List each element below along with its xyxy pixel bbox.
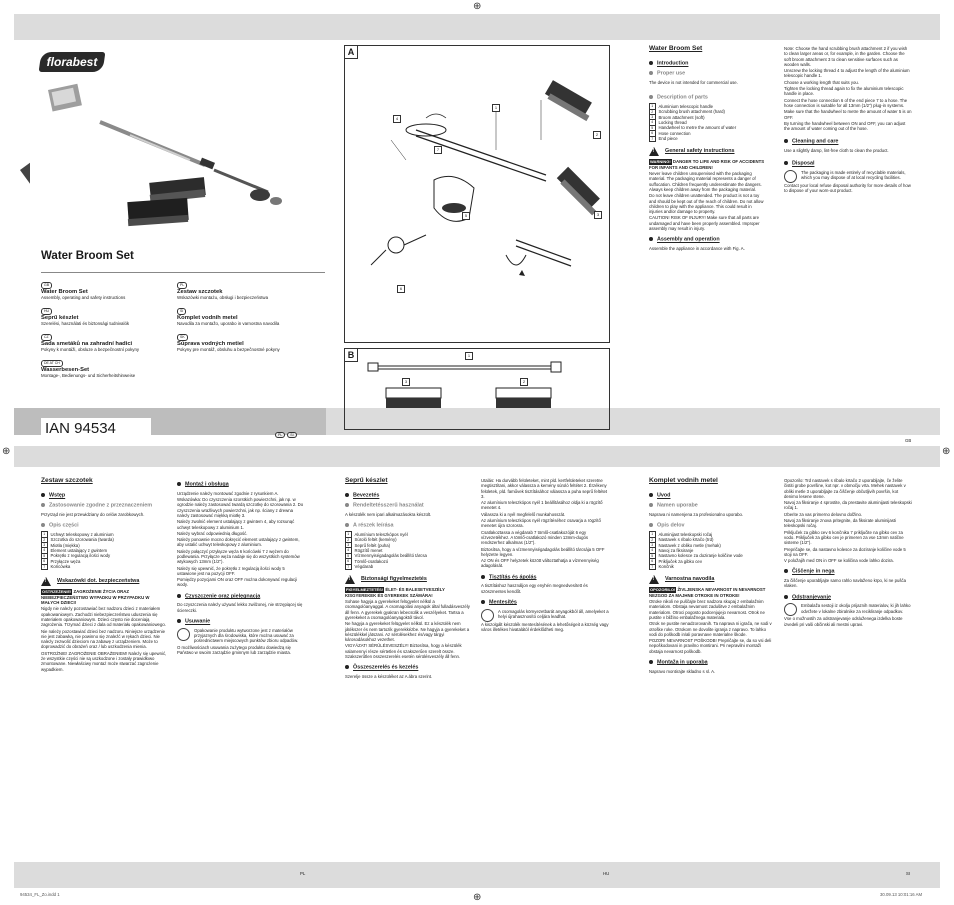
pl-step-4: Należy połączyć przyłącze węża 6 końcówki 7 z wężem do podlewania. Przyłącze węża nadaje się do wszystkich systemów wtykowych 13mm (1/2").	[177, 548, 300, 565]
cover-lang-pl	[177, 282, 327, 300]
part-label: Przyłącze węża	[50, 558, 81, 564]
list-item	[649, 564, 773, 569]
part-num: 6	[649, 558, 656, 564]
part-num: 7	[41, 564, 48, 570]
top-band	[14, 14, 940, 40]
part-label: Navoj za fiksiranje	[658, 547, 694, 553]
pl-proper-use-body: Przyrząd nie jest przewidziany do celów zarobkowych.	[41, 511, 145, 517]
figure-a-callout-4: 4	[393, 115, 401, 123]
cover-lang-hu	[41, 308, 176, 326]
lang-desc-pl: Wskazówki montażu, obsługi i bezpieczeństwa	[177, 295, 269, 300]
pl-section-title: Zestaw szczotek	[41, 477, 93, 484]
gb-warning-badge: WARNING!	[650, 159, 671, 165]
hu-assembly-body: Szerelje össze a készüléket az A ábra szerint.	[345, 674, 433, 680]
warning-icon	[649, 147, 659, 156]
part-num: 4	[649, 119, 656, 125]
pl-warning-line	[41, 589, 167, 605]
part-num: 7	[345, 564, 352, 570]
part-label: Uchwyt teleskopowy z aluminium	[50, 531, 114, 537]
recycle-icon	[177, 628, 190, 641]
gb-assembly-heading	[649, 237, 765, 243]
part-label: Nastavno kolesce za doziranje količine vode	[658, 553, 743, 559]
pl-caution: OSTROŻNIE! ZAGROŻENIE OBRAŻENIEM! Należy się upewnić, że wszystkie części nie są uszkodzone i zostały prawidłowo zmontowane. Niewłaściwy montaż może stwarzać zagrożenie wypadkiem.	[41, 650, 167, 672]
si-disposal-row	[784, 603, 912, 616]
hu-parts-heading	[345, 523, 471, 529]
part-num: 3	[649, 114, 656, 120]
pl-assembly-note: Wskazówka: Do czyszczenia szorstkich powierzchni, jak np. w ogrodzie należy zastosować twardą szczotkę do szorowania 2. Do czyszczenia wrażliwych powierzchni, jak np. ściany z drewna należy zastosować miękką miotłę 3.	[177, 497, 304, 518]
si-assembly-heading-text: Montaža in uporaba	[657, 659, 708, 666]
si-assembly-heading	[649, 660, 773, 666]
gb-disposal-heading-text: Disposal	[792, 160, 815, 167]
part-num: 2	[649, 537, 656, 543]
list-item	[649, 136, 765, 141]
part-num: 5	[649, 553, 656, 559]
part-num: 4	[41, 547, 48, 553]
list-item	[41, 564, 167, 569]
hu-proper-use-heading	[345, 503, 471, 509]
pl-disposal-body: Opakowanie produktu wytworzone jest z materiałów przyjaznych dla środowiska, które można usuwać za pośrednictwem miejscowych punktów zbioru odpadów.	[194, 627, 299, 644]
footer-file-right: 30.09.13 10:01:16 AM	[880, 892, 923, 897]
hu-step-6: Az ON és OFF helyzetek között változtathatja a vízmennyiség adagolását.	[481, 558, 599, 569]
part-label: Aluminijast teleskopski ročaj	[658, 531, 713, 537]
hu-parts-list	[345, 532, 471, 570]
figure-a-drawing	[346, 60, 606, 340]
part-label: Nastavek z obliko metle (mehak)	[658, 542, 721, 548]
lang-desc-gb: Assembly, operating and safety instructions	[41, 295, 126, 300]
part-num: 6	[345, 558, 352, 564]
gb-proper-use-text: Proper use	[657, 70, 686, 77]
part-label: End piece	[658, 136, 678, 142]
lang-desc-hu: Szerelési, használati és biztonsági tudnivalók	[41, 321, 130, 326]
hu-care-heading-text: Tisztítás és ápolás	[489, 574, 537, 581]
pl-intro-heading	[41, 493, 167, 499]
part-label: Broom attachment (soft)	[658, 114, 705, 120]
hu-warning-text: ÉLET- ÉS BALESETVESZÉLY KISGYEREKEK ÉS GYEREKEK SZÁMÁRA!	[345, 587, 445, 598]
gb-column-1	[649, 46, 765, 252]
figure-a-brush-top	[545, 80, 592, 121]
pl-safety-toy: Nie należy pozostawiać dzieci bez nadzoru. Niniejsze urządzenie nie jest zabawką, nie powinno się znaleźć w rękach dzieci. Nie należy zezwolić dzieciom na zabawę z urządzeniem. Może to doprowadzić do obrażeń oraz / lub uszkodzenia mienia.	[41, 628, 165, 650]
gb-step-1: Unscrew the locking thread 4 to adjust the length of the aluminium telescopic handle 1.	[784, 68, 910, 79]
part-label: Hose connection	[658, 130, 691, 136]
pl-warning-badge: OSTRZEŻENIE!	[42, 589, 72, 595]
cover-divider	[41, 272, 325, 273]
part-label: Locking thread	[658, 119, 687, 125]
registration-mark-right: ⊕	[942, 446, 951, 457]
footer-file-left: 94534_FL_Zo.indd 1	[20, 892, 60, 897]
lang-name-gb: Water Broom Set	[41, 289, 88, 295]
lang-desc-cz: Pokyny k montáži, obsluze a bezpečnostní pokyny	[41, 347, 140, 352]
gb-disposal-body: The packaging is made entirely of recyclable materials, which you may dispose of at local recycling facilities.	[801, 170, 906, 181]
footer-page-pl: PL	[300, 871, 306, 876]
part-num: 1	[649, 103, 656, 109]
hu-warning-badge: FIGYELMEZTETÉS!	[346, 587, 384, 593]
middle-band-bottom	[14, 446, 940, 467]
figure-a-callout-2: 2	[593, 131, 601, 139]
part-num: 1	[649, 531, 656, 537]
gb-safety-heading-text: General safety instructions	[665, 148, 735, 155]
si-intro-text: Uvod	[657, 492, 671, 499]
gb-proper-use-body: The device is not intended for commercial use.	[649, 79, 738, 85]
cover-lang-cz	[41, 334, 176, 352]
si-caution: POZOR! NEVARNOST POŠKODB! Prepričajte se, da so vsi deli nepoškodovani in pravilno montirani. Pri nepravilni montaži obstaja nevarnost poškodb.	[649, 638, 772, 654]
hu-step-3: Az alumínium teleszkópos nyél rögzítéséhez csavarja a rögzítő menetet újra szorosra.	[481, 518, 601, 529]
part-label: Alumínium teleszkópos nyél	[354, 531, 408, 537]
pl-assembly-heading	[177, 482, 305, 488]
gb-disposal-heading	[784, 161, 912, 167]
si-care-body: Za čiščenje uporabljajte samo rahlo navlaženo krpo, ki ne pušča vlaken.	[784, 578, 907, 589]
si-disposal-contact: Vse o možnostih za odstranjevanje odsluženega izdelka boste izvedeli pri vaši občinski ali mestni upravi.	[784, 616, 903, 627]
recycle-icon	[784, 170, 797, 183]
hu-safety-heading	[345, 575, 471, 584]
si-warning-text: ŽIVLJENSKA NEVARNOST IN NEVARNOST NEZGOD ZA MAJHNE OTROKE IN OTROKE!	[649, 587, 766, 598]
figure-a-handle	[406, 114, 546, 181]
ian-box	[41, 418, 151, 439]
part-label: Handwheel to metre the amount of water	[658, 125, 737, 131]
part-label: Nastavek s ribalo krtačo (trd)	[658, 537, 714, 543]
gb-care-heading-text: Cleaning and care	[792, 138, 839, 145]
si-assembly-note: Opozorilo: Trd nastavek s ribalo krtačo 2 uporabljajte, če želite čistiti grobe površine, kot npr. v območju vrta. Mehek nastavek v obliki metle 3 uporabljajte za čiščenje občutljivih površin, kot denimo lesene stene.	[784, 478, 906, 499]
registration-mark-bottom: ⊕	[473, 892, 482, 903]
country-tag-si: SI	[287, 432, 296, 438]
ian-number: IAN 94534	[45, 420, 116, 437]
lang-name-si: Komplet vodnih metel	[177, 315, 238, 321]
warning-icon	[41, 577, 51, 586]
pl-warning-text: ZAGROŻENIE ŻYCIA ORAZ NIEBEZPIECZEŃSTWO WYPADKU W PRZYPADKU W MAŁYCH DZIECI!	[41, 589, 150, 606]
pl-assembly-body: Urządzenie należy montować zgodnie z rysunkiem A.	[177, 490, 279, 496]
registration-mark-top: ⊕	[473, 1, 482, 12]
part-label: Scrubbing brush attachment (hard)	[658, 109, 725, 115]
lang-tag-cz: CZ	[41, 334, 52, 341]
pl-disposal-heading	[177, 619, 305, 625]
lang-desc-si: Navodila za montažo, uporabo in varnostna navodila	[177, 321, 280, 326]
si-disposal-heading	[784, 595, 912, 601]
si-parts-heading	[649, 523, 773, 529]
gb-parts-heading	[649, 95, 765, 101]
hu-column-1	[345, 478, 471, 680]
pl-step-1: Należy zwolnić element ustalający z gwintem 4, aby rozsunąć uchwyt teleskopowy z aluminium 1.	[177, 519, 295, 530]
part-num: 5	[649, 125, 656, 131]
gb-step-6: By turning the handwheel between ON and OFF, you can adjust the amount of water coming out of the hose.	[784, 120, 906, 132]
part-num: 4	[345, 547, 352, 553]
part-label: Priključek za gibko cev	[658, 558, 702, 564]
si-warning-badge: OPOZORILO!	[650, 587, 676, 593]
part-label: Končnik	[658, 564, 674, 570]
si-proper-use-body: Naprava ni namenjena za profesionalno uporabo.	[649, 511, 744, 517]
pl-disposal-contact: O możliwościach usuwania zużytego produktu dowiedzą się Państwo w swoim zarządzie gminnym lub zarządzie miasta.	[177, 644, 291, 655]
footer-page-si: SI	[906, 871, 911, 876]
lang-name-hu: Seprű készlet	[41, 315, 79, 321]
bottom-band	[14, 862, 940, 888]
si-care-heading-text: Čiščenje in nega	[792, 568, 835, 575]
cover-title: Water Broom Set	[41, 250, 134, 262]
si-warning-line	[649, 587, 773, 598]
hu-step-5: Biztosítsa, hogy a vízmennyiségadagolás beállító tárcsája 5 OFF helyzetre legyen.	[481, 546, 605, 557]
lang-desc-sk: Pokyny pre montáž, obsluhu a bezpečnostné pokyny	[177, 347, 280, 352]
si-step-2: Izberite za vas primerno delovno dolžino.	[784, 511, 863, 517]
hu-safety-body: Sohase hagyja a gyerekeket felügyelet nélkül a csomagolóanyaggal. A csomagolási anyagok által fulladásveszély áll fenn. A gyerekek gyakran lebecsülik a veszélyeket. Tartsa a gyerekeket a csomagolóanyagoktól távol.	[345, 599, 470, 620]
cover-lang-gb	[41, 282, 176, 300]
part-label: Pokrętło z regulacją ilości wody	[50, 553, 111, 559]
part-label: Súroló feltét (kemény)	[354, 537, 397, 543]
lang-name-sk: Súprava vodných metiel	[177, 341, 244, 347]
hu-care-body: A tisztításhoz használjon egy enyhén megnedvesített és szöszmentes kendőt.	[481, 583, 588, 594]
figure-a-callout-5: 5	[462, 212, 470, 220]
hu-disposal-heading	[481, 600, 609, 606]
figure-a-label: A	[344, 45, 358, 59]
part-label: Końcówka	[50, 564, 71, 570]
warning-icon	[345, 575, 355, 584]
hu-disposal-row	[481, 609, 609, 622]
si-proper-use-text: Namen uporabe	[657, 502, 698, 509]
figure-b-callout-1: 1	[465, 352, 473, 360]
hu-intro-text: Bevezetés	[353, 492, 380, 499]
hu-warning-line	[345, 587, 471, 598]
hu-proper-use-text: Rendeltetésszerű használat	[353, 502, 424, 509]
part-num: 7	[649, 136, 656, 142]
si-assembly-body: Napravo montirajte skladno s sl. A.	[649, 668, 716, 674]
si-safety-heading	[649, 575, 773, 584]
si-safety-toy: Otrok ne pustite nenadzorovanih. Ta naprava ni igrača, ne sodi v otroške roke. Otrokom ne dovolite igranja z napravo. To lahko vodi do poškodb in/ali poravnave materialne škode.	[649, 621, 772, 637]
gb-assembly-body: Assemble the appliance in accordance with Fig. A.	[649, 246, 745, 252]
country-tags	[275, 432, 299, 438]
hu-parts-text: A részek leírása	[353, 522, 394, 529]
hu-disposal-heading-text: Mentesítés	[489, 599, 517, 606]
gb-warning-line	[649, 159, 765, 170]
si-column-1	[649, 478, 773, 675]
gb-section-title: Water Broom Set	[649, 45, 703, 52]
hu-proper-use-body: A készülék nem ipari alkalmazásokra készült.	[345, 511, 432, 517]
lang-tag-de: DE AT CH	[41, 360, 63, 367]
gb-safety-body: Never leave children unsupervised with the packaging material. The packaging material represents a danger of suffocation. Children frequently underestimate the dangers. Always keep children away from the packaging material.	[649, 171, 762, 192]
si-step-4: Priključek za gibko cev 6 končnika 7 priključite na gibko cev za vodo. Priključek za gibko cev je primeren za vse 13mm natične sisteme (1/2").	[784, 529, 904, 546]
lang-desc-de: Montage-, Bedienungs- und Sicherheitshinweise	[41, 373, 136, 378]
cover-lang-de	[41, 360, 241, 378]
part-num: 6	[649, 130, 656, 136]
cover-lang-si	[177, 308, 327, 326]
hu-step-2: Válassza ki a nyél megfelelő munkahosszát.	[481, 511, 566, 517]
pl-proper-use-heading	[41, 503, 167, 509]
list-item	[345, 564, 471, 569]
part-label: Seprű feltét (puha)	[354, 542, 391, 548]
part-num: 6	[41, 558, 48, 564]
pl-care-heading	[177, 594, 305, 600]
part-num: 5	[345, 553, 352, 559]
pl-safety-heading-text: Wskazówki dot. bezpieczeństwa	[57, 578, 140, 585]
part-label: Végdarab	[354, 564, 374, 570]
part-num: 7	[649, 564, 656, 570]
part-label: Tömlő-csatlakozó	[354, 558, 389, 564]
hu-caution: VIGYÁZAT! SÉRÜLÉSVESZÉLY! Biztosítsa, hogy a készülék valamennyi része sértetlen és szakszerűen szerelt össze. Szakszerűtlen összeszerelés esetén sérülésveszély áll fenn.	[345, 643, 462, 660]
si-section-title: Komplet vodnih metel	[649, 477, 718, 484]
gb-caution: CAUTION! RISK OF INJURY! Make sure that all parts are undamaged and have been properly assembled. Improper assembly may result in injury.	[649, 215, 760, 232]
hu-column-2	[481, 478, 609, 633]
part-num: 4	[649, 547, 656, 553]
pl-disposal-heading-text: Usuwanie	[185, 618, 211, 625]
gb-care-heading	[784, 139, 912, 145]
figure-a-callout-7: 7	[434, 146, 442, 154]
gb-assembly-note: Note: Choose the hand scrubbing brush attachment 2 if you wish to clean larger areas or, for example, in the garden. Choose the soft broom attachment 3 to clean sensitive surfaces such as wooden walls.	[784, 46, 908, 67]
lang-tag-sk: SK	[177, 334, 188, 341]
figure-a-callout-6: 6	[397, 285, 405, 293]
gb-intro-heading	[649, 61, 765, 67]
pl-step-2: Należy wybrać odpowiednią długość.	[177, 530, 248, 536]
figure-a-rotation	[506, 240, 571, 276]
warning-icon	[649, 575, 659, 584]
lang-tag-si: SI	[177, 308, 186, 315]
figure-b-callout-2: 2	[520, 378, 528, 386]
si-safety-body: Otroke nikoli ne puščajte brez nadzora skupaj z embalažnim materialom. Obstaja nevarnost zadušitve z embalažnim materialom. Otroci pogosto podcenjujejo nevarnost. Otrok ne pustite v bližino embalažnega materiala.	[649, 599, 765, 620]
part-num: 5	[41, 553, 48, 559]
figure-b-brush	[496, 388, 551, 408]
registration-mark-left: ⊕	[2, 446, 11, 457]
hu-safety-heading-text: Biztonsági figyelmeztetés	[361, 576, 427, 583]
hu-step-1: Az alumínium teleszkópos nyél 1 beállításához oldja ki a rögzítő menetet 4.	[481, 500, 603, 511]
hu-disposal-body: A csomagolás környezetbarát anyagokból áll, amelyeket a helyi újrahasznosító celjára leadhat.	[498, 608, 609, 620]
si-step-3: Navoj za fiksiranje znova pritegnite, da fiksirate aluminijasti teleskopski ročaj.	[784, 518, 897, 529]
lang-tag-gb: GB	[41, 282, 52, 289]
country-tag-pl: PL	[275, 432, 285, 438]
si-parts-list	[649, 532, 773, 570]
part-num: 2	[41, 537, 48, 543]
si-column-2	[784, 478, 912, 628]
product-photo	[30, 80, 325, 245]
part-num: 3	[41, 542, 48, 548]
part-label: Vízmennyiségadagolás beállító tárcsa	[354, 553, 427, 559]
gb-proper-use-heading	[649, 71, 765, 77]
hu-assembly-note: Utalás: Ha durvább felületeket, mint pld. kertfelületeket szeretne megtisztítani, akkor válassza a kemény súroló feltétet 2. Érzékeny felületek, pld. faművek tisztításához válassza a puha seprű feltétet 3.	[481, 478, 608, 499]
lang-name-cz: Sada smetáků na zahradní hadici	[41, 341, 133, 347]
gb-disposal-contact: Contact your local refuse disposal authority for more details of how to dispose of your worn-out product.	[784, 183, 911, 194]
hu-assembly-heading	[345, 665, 471, 671]
pl-proper-use-text: Zastosowanie zgodne z przeznaczeniem	[49, 502, 153, 509]
si-disposal-heading-text: Odstranjevanje	[792, 594, 831, 601]
part-num: 3	[649, 542, 656, 548]
pl-disposal-row	[177, 628, 305, 645]
si-intro-heading	[649, 493, 773, 499]
part-num: 2	[345, 537, 352, 543]
pl-safety-body: Nigdy nie należy pozostawiać bez nadzoru dzieci z materiałem opakowaniowym. Zachodzi niebezpieczeństwo uduszenia się materiałem opakowaniowym. Dzieci często nie doceniają zagrożenia. Trzymać dzieci z dala od materiału opakowaniowego.	[41, 606, 166, 628]
part-num: 3	[345, 542, 352, 548]
lang-name-pl: Zestaw szczotek	[177, 289, 223, 295]
part-num: 1	[345, 531, 352, 537]
part-num: 1	[41, 531, 48, 537]
figure-a-callout-1: 1	[492, 104, 500, 112]
si-proper-use-heading	[649, 503, 773, 509]
pl-parts-heading	[41, 523, 167, 529]
pl-column-1	[41, 478, 167, 673]
recycle-icon	[784, 603, 797, 616]
gb-care-body: Use a slightly damp, lint-free cloth to clean the product.	[784, 148, 889, 154]
gb-step-3: Tighten the locking thread again to fix the aluminium telescopic handle in place.	[784, 86, 904, 97]
gb-intro-text: Introduction	[657, 60, 689, 67]
hu-care-heading	[481, 575, 609, 581]
pl-assembly-heading-text: Montaż i obsługa	[185, 481, 229, 488]
hu-intro-heading	[345, 493, 471, 499]
si-step-1: Navoj za fiksiranje 4 sprostite, da prestavite aluminijasti teleskopski ročaj 1.	[784, 500, 912, 511]
hu-section-title: Seprű készlet	[345, 477, 388, 484]
si-disposal-body: Embalaža sestoji iz okolju prijaznih materialov, ki jih lahko odvržete v lokalne zbiralnike za recikliranje odpadkov.	[801, 603, 911, 614]
hu-assembly-heading-text: Összeszerelés és kezelés	[353, 664, 419, 671]
figure-a-brush-bottom	[557, 167, 600, 216]
figure-b-broom	[386, 388, 441, 408]
part-label: Rögzítő menet	[354, 547, 383, 553]
si-safety-heading-text: Varnostna navodila	[665, 576, 715, 583]
gb-step-4: Connect the hose connection 6 of the end piece 7 to a hose. The hose connection is suitable for all 13mm (1/2") plug-in systems.	[784, 97, 908, 108]
gb-parts-text: Description of parts	[657, 94, 708, 101]
hu-step-4: Csatlakoztassa a végdarab 7 tömlő-csatlakozóját 6 egy vízvezetékhez. A tömlő-csatlakozó minden 13mm-dugós rendszerhez alkalmas (1/2").	[481, 529, 588, 546]
pl-step-3: Należy ponownie mocno dokręcić element ustalający z gwintem, aby ustalić uchwyt teleskopowy z aluminium.	[177, 537, 300, 548]
figure-b-drawing	[346, 350, 606, 425]
pl-step-5: Należy się upewnić, że pokrętło z regulacją ilości wody 5 ustawione jest na pozycji OFF.	[177, 565, 285, 576]
part-label: Miotła (miękka)	[50, 542, 80, 548]
hu-disposal-contact: A kiszolgált készülék mentesítésének a lehetőségeit a község vagy város illetékes hivatalától érdeklődheti meg.	[481, 621, 609, 633]
figure-b-callout-3: 3	[402, 378, 410, 386]
figure-b-label: B	[344, 348, 358, 362]
cover-lang-sk	[177, 334, 327, 352]
pl-intro-text: Wstęp	[49, 492, 66, 499]
lang-tag-hu: HU	[41, 308, 52, 315]
pl-safety-heading	[41, 577, 167, 586]
gb-safety-toy: Do not leave children unattended. The product is not a toy and should be kept out of the reach of children. Do not allow children to play with the appliance. This could result in injuries and/or damage to property.	[649, 193, 764, 215]
gb-assembly-heading-text: Assembly and operation	[657, 236, 720, 243]
gb-warning-text: DANGER TO LIFE AND RISK OF ACCIDENTS FOR INFANTS AND CHILDREN!	[649, 159, 765, 170]
figure-a-coupling	[371, 235, 426, 265]
gb-parts-list	[649, 104, 765, 142]
footer-page-hu: HU	[603, 871, 610, 876]
pl-parts-list	[41, 532, 167, 570]
lang-tag-pl: PL	[177, 282, 187, 289]
lang-name-de: Wasserbesen-Set	[41, 367, 90, 373]
gb-column-2	[784, 46, 912, 195]
figure-b-handle	[368, 362, 561, 372]
gb-step-2: Choose a working length that suits you.	[784, 79, 860, 85]
pl-step-6: Pomiędzy pozycjami ON oraz OFF można dokonywać regulacji wody.	[177, 577, 298, 588]
part-label: Aluminium telescopic handle	[658, 103, 713, 109]
si-care-heading	[784, 569, 912, 575]
pl-parts-text: Opis części	[49, 522, 79, 529]
gb-safety-heading	[649, 147, 765, 156]
pl-care-body: Do czyszczenia należy używać lekko zwilżonej, nie strzępiącej się ściereczki.	[177, 602, 303, 613]
hu-safety-toy: Ne hagyja a gyerekeket felügyelet nélkül. Ez a készülék nem játékszer és nem tartozik gyerekkézbe. Ne hagyja a gyerekeket a készülékkel játszani. Az sérülésekhez és/vagy tárgyi károsodásokhoz vezethet.	[345, 621, 470, 643]
gb-step-5: Make sure that the handwheel to metre the amount of water 5 is on OFF.	[784, 109, 912, 120]
si-parts-text: Opis delov	[657, 522, 685, 529]
si-step-5: Prepričajte se, da nastavno kolesce za doziranje količine vode 5 stoji na OFF.	[784, 546, 906, 557]
brand-logo	[39, 52, 106, 72]
si-step-6: V položajih med ON in OFF se količina vode lahko dozira.	[784, 558, 894, 564]
pl-care-heading-text: Czyszczenie oraz pielęgnacja	[185, 593, 261, 600]
part-label: Szczotka do szorowania (twarda)	[50, 537, 114, 543]
pl-column-2	[177, 478, 305, 656]
part-label: Element ustalający z gwintem	[50, 547, 108, 553]
gb-page-label: GB	[905, 438, 912, 443]
brand-logo-text: florabest	[46, 55, 98, 69]
figure-a-callout-3: 3	[594, 211, 602, 219]
recycle-icon	[481, 609, 494, 622]
part-num: 2	[649, 109, 656, 115]
gb-disposal-row	[784, 170, 912, 183]
